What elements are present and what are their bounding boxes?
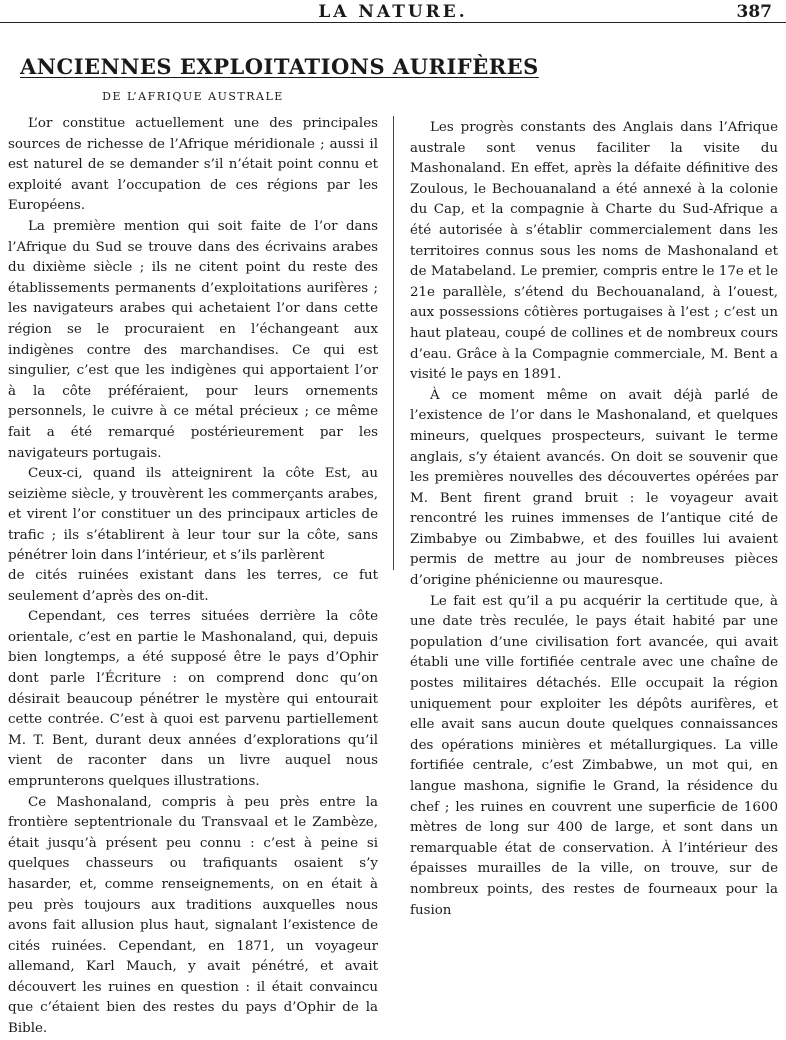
right-column — [410, 118, 778, 921]
paragraph: À ce moment même on avait déjà parlé de l’existence de l’or dans le Mashonaland, et quelques mineurs, quelques prospecteurs, suivant le terme anglais, s’y étaient avancés. On doit se souvenir que les premières nouvelles des découvertes opérées par M. Bent firent grand bruit : le voyageur avait rencontré les ruines immenses de l’antique cité de Zimbabye ou Zimbabwe, et des fouilles lui avaient permis de mettre au jour de nombreuses pièces d’origine phénicienne ou mauresque. — [410, 387, 778, 589]
paragraph: de cités ruinées existant dans les terres, ce fut seulement d’après des on-dit. — [8, 568, 378, 604]
paragraph: Ce Mashonaland, compris à peu près entre la frontière septentrionale du Transvaal et le Zambèze, était jusqu’à présent peu connu : c’est à peine si quelques chasseurs ou trafiquants osaient s’y hasarder, et, comme renseignements, on en était à peu près toujours aux traditions auxquelles nous avons fait allusion plus haut, signalant l’existence de cités ruinées. Cependant, en 1871, un voyageur allemand, Karl Mauch, y avait pénétré, et avait découvert les ruines en question : il était convaincu que c’étaient bien des restes du pays d’Ophir de la Bible. — [8, 794, 378, 1037]
article-subtitle: DE L’AFRIQUE AUSTRALE — [102, 90, 284, 103]
paragraph: Les progrès constants des Anglais dans l’Afrique australe sont venus faciliter la visite du Mashonaland. En effet, après la défaite définitive des Zoulous, le Bechouanaland a été annexé à la colonie du Cap, et la compagnie à Charte du Sud-Afrique a été autorisée à s’établir commercialement dans les territoires connus sous les noms de Mashonaland et de Matabeland. Le premier, compris entre le 17e et le 21e parallèle, s’étend du Bechouanaland, à l’ouest, aux possessions côtières portugaises à l’est ; c’est un haut plateau, coupé de collines et de nombreux cours d’eau. Grâce à la Compagnie commerciale, M. Bent a visité le pays en 1891. — [410, 120, 778, 383]
paragraph: Ceux-ci, quand ils atteignirent la côte Est, au seizième siècle, y trouvèrent les commerçants arabes, et virent l’or constituer un des principaux articles de trafic ; ils s’établirent à leur tour sur la côte, sans pénétrer loin dans l’intérieur, et s’ils parlèrent — [8, 466, 378, 564]
left-column-bottom — [8, 566, 378, 1040]
left-column-top — [8, 114, 378, 567]
paragraph: L’or constitue actuellement une des principales sources de richesse de l’Afrique méridionale ; aussi il est naturel de se demander s’il n’était point connu et exploité avant l’occupation de ces régions par les Européens. — [8, 116, 378, 214]
paragraph: Le fait est qu’il a pu acquérir la certitude que, à une date très reculée, le pays était habité par une population d’une civilisation fort avancée, qui avait établi une ville fortifiée centrale avec une chaîne de postes militaires détachés. Elle occupait la région uniquement pour exploiter les dépôts aurifères, et elle avait sans aucun doute quelques connaissances des opérations minières et métallurgiques. La ville fortifiée centrale, c’est Zimbabwe, un mot qui, en langue mashona, signifie le Grand, la résidence du chef ; les ruines en couvrent une superficie de 1600 mètres de long sur 400 de large, et sont dans un remarquable état de conservation. À l’intérieur des épaisses murailles de la ville, on trouve, sur de nombreux points, des restes de fourneaux pour la fusion — [410, 593, 778, 918]
paragraph: La première mention qui soit faite de l’or dans l’Afrique du Sud se trouve dans des écrivains arabes du dixième siècle ; ils ne citent point du reste des établissements permanents d’exploitations aurifères ; les navigateurs arabes qui achetaient l’or dans cette région se le procuraient en l’échangeant aux indigènes contre des marchandises. Ce qui est singulier, c’est que les indigènes qui apportaient l’or à la côte préféraient, pour leurs ornements personnels, le cuivre à ce métal précieux ; ce même fait a été remarqué postérieurement par les navigateurs portugais. — [8, 218, 378, 461]
article-title: ANCIENNES EXPLOITATIONS AURIFÈRES — [20, 54, 539, 79]
paragraph: Cependant, ces terres situées derrière la côte orientale, c’est en partie le Mashonaland, qui, depuis bien longtemps, a été supposé être le pays d’Ophir dont parle l’Écriture : on comprend donc qu’on désirait beaucoup pénétrer le mystère qui entourait cette contrée. C’est à quoi est parvenu partiellement M. T. Bent, durant deux années d’explorations qu’il vient de raconter dans un livre auquel nous emprunterons quelques illustrations. — [8, 609, 378, 789]
column-divider — [393, 116, 394, 570]
page-number: 387 — [736, 2, 772, 22]
journal-title: LA NATURE. — [318, 2, 468, 22]
running-header — [0, 0, 786, 23]
